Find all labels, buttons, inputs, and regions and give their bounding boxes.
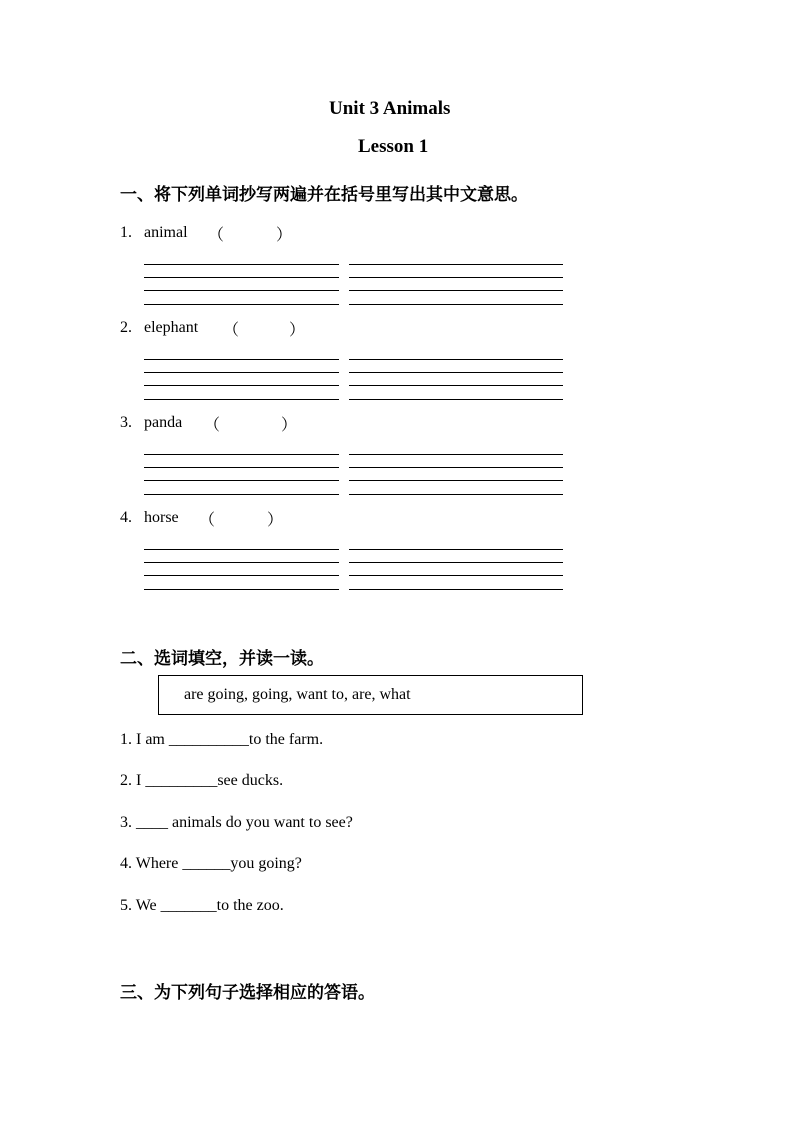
writing-line bbox=[349, 385, 563, 386]
writing-line bbox=[144, 467, 339, 468]
writing-line bbox=[349, 454, 563, 455]
writing-line bbox=[349, 480, 563, 481]
paren-open: （ bbox=[204, 417, 221, 434]
writing-line bbox=[349, 562, 563, 563]
paren-open: （ bbox=[199, 512, 216, 529]
writing-line bbox=[349, 589, 563, 590]
section1-heading: 一、将下列单词抄写两遍并在括号里写出其中文意思。 bbox=[120, 185, 528, 204]
writing-line bbox=[144, 480, 339, 481]
writing-line bbox=[144, 454, 339, 455]
word-bank-box bbox=[158, 675, 583, 715]
writing-line bbox=[144, 359, 339, 360]
paren-open: （ bbox=[208, 227, 225, 244]
writing-line bbox=[144, 549, 339, 550]
writing-line bbox=[349, 264, 563, 265]
fill-sentence-2: 2. I _________see ducks. bbox=[120, 772, 284, 789]
fill-sentence-1: 1. I am __________to the farm. bbox=[120, 731, 324, 748]
writing-line bbox=[144, 399, 339, 400]
writing-line bbox=[144, 562, 339, 563]
writing-line bbox=[144, 264, 339, 265]
writing-line bbox=[349, 372, 563, 373]
writing-line bbox=[349, 290, 563, 291]
paren-close: ） bbox=[281, 417, 298, 434]
writing-line bbox=[144, 575, 339, 576]
word-bank-text: are going, going, want to, are, what bbox=[184, 686, 411, 703]
paren-close: ） bbox=[289, 322, 306, 339]
writing-line bbox=[349, 399, 563, 400]
writing-line bbox=[349, 575, 563, 576]
paren-open: （ bbox=[223, 322, 240, 339]
writing-line bbox=[144, 494, 339, 495]
section2-heading: 二、选词填空，并读一读。 bbox=[120, 649, 324, 668]
writing-line bbox=[144, 589, 339, 590]
paren-close: ） bbox=[276, 227, 293, 244]
item-word: horse bbox=[144, 509, 179, 526]
paren-close: ） bbox=[267, 512, 284, 529]
fill-sentence-4: 4. Where ______you going? bbox=[120, 855, 302, 872]
writing-line bbox=[349, 277, 563, 278]
lesson-subtitle: Lesson 1 bbox=[358, 136, 429, 157]
item-number: 4. bbox=[120, 509, 132, 526]
item-number: 1. bbox=[120, 224, 132, 241]
writing-line bbox=[349, 549, 563, 550]
writing-line bbox=[144, 277, 339, 278]
item-word: animal bbox=[144, 224, 188, 241]
writing-line bbox=[349, 359, 563, 360]
item-number: 3. bbox=[120, 414, 132, 431]
section3-heading: 三、为下列句子选择相应的答语。 bbox=[120, 983, 375, 1002]
fill-sentence-5: 5. We _______to the zoo. bbox=[120, 897, 284, 914]
writing-line bbox=[144, 304, 339, 305]
writing-line bbox=[144, 290, 339, 291]
fill-sentence-3: 3. ____ animals do you want to see? bbox=[120, 814, 353, 831]
writing-line bbox=[349, 494, 563, 495]
writing-line bbox=[144, 372, 339, 373]
writing-line bbox=[349, 467, 563, 468]
writing-line bbox=[144, 385, 339, 386]
item-number: 2. bbox=[120, 319, 132, 336]
item-word: panda bbox=[144, 414, 183, 431]
writing-line bbox=[349, 304, 563, 305]
item-word: elephant bbox=[144, 319, 199, 336]
page-title: Unit 3 Animals bbox=[329, 98, 451, 119]
